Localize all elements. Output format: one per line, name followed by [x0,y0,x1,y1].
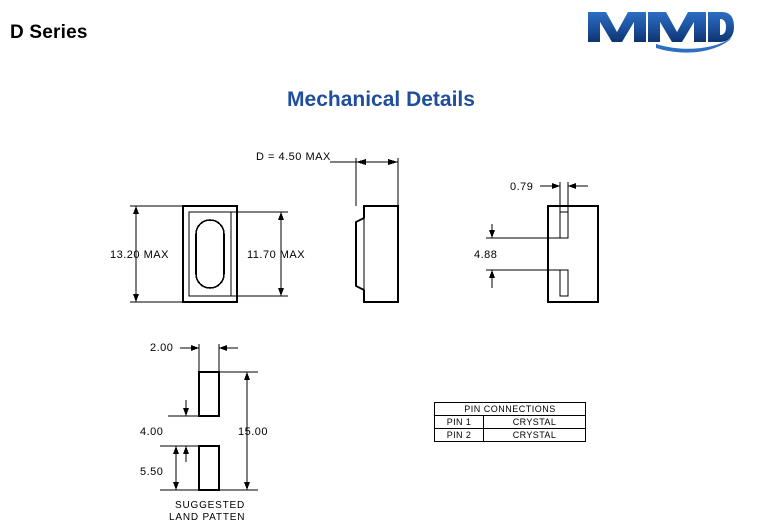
pin-connections-table [434,402,586,442]
dim-end-view-pin-spacing: 4.88 [474,249,498,261]
table-row [435,429,586,442]
dim-end-view-pin-width: 0.79 [510,181,534,193]
table-row [435,416,586,429]
table-header-row [435,403,586,416]
pin-connections-title: PIN CONNECTIONS [435,403,586,416]
dim-top-view-height: 13.20 MAX [110,249,169,261]
dim-land-pad-gap: 4.00 [140,426,164,438]
page-series-title: D Series [10,22,88,43]
dim-land-overall: 15.00 [238,426,269,438]
pin-function: CRYSTAL [484,416,586,429]
page-title: Mechanical Details [287,88,475,111]
land-pattern-caption-line1: SUGGESTED [175,500,245,511]
pin-function: CRYSTAL [484,429,586,442]
dim-land-pad-width: 2.00 [150,342,174,354]
dim-side-view-thickness: D = 4.50 MAX [256,151,331,163]
pin-label: PIN 1 [435,416,484,429]
pin-label: PIN 2 [435,429,484,442]
dim-top-view-inner-height: 11.70 MAX [247,249,306,261]
dim-land-pad-height: 5.50 [140,466,164,478]
land-pattern-caption-line2: LAND PATTEN [169,512,246,523]
